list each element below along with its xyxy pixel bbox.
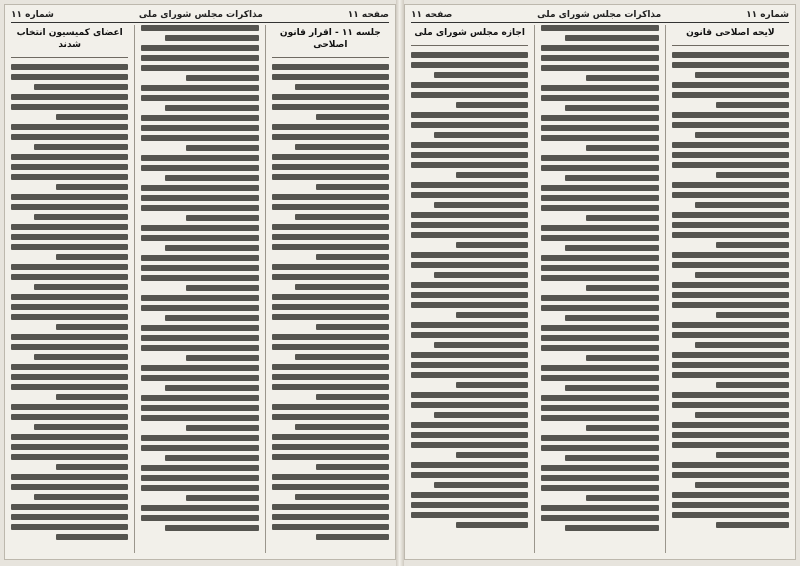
right-page-title: مذاکرات مجلس شورای ملی xyxy=(537,10,662,20)
left-col-3 xyxy=(11,25,128,553)
right-page-header xyxy=(411,8,789,22)
left-col-1 xyxy=(272,25,389,553)
left-header-rule xyxy=(11,22,389,23)
left-page-number: صفحه ۱۱ xyxy=(347,10,389,20)
left-page-header xyxy=(11,8,389,22)
right-col-2 xyxy=(541,25,658,553)
right-headline-2: اجازه مجلس شورای ملی xyxy=(414,28,526,38)
right-page-number: صفحه ۱۱ xyxy=(411,10,453,20)
right-columns xyxy=(411,25,789,553)
right-rule-2 xyxy=(411,45,528,46)
left-headline-1: جلسه ۱۱ - اقرار قانون اصلاحی xyxy=(279,28,381,50)
left-rule-2 xyxy=(11,57,128,58)
right-col-3 xyxy=(411,25,528,553)
right-page-issue: شماره ۱۱ xyxy=(746,10,789,20)
right-header-rule xyxy=(411,22,789,23)
left-page xyxy=(4,4,396,560)
page-gutter xyxy=(396,0,404,566)
left-columns xyxy=(11,25,389,553)
left-page-issue: شماره ۱۱ xyxy=(11,10,54,20)
right-headline-1: لایحه اصلاحی قانون xyxy=(686,28,775,38)
left-col-2 xyxy=(141,25,258,553)
right-col-1 xyxy=(672,25,789,553)
right-page xyxy=(404,4,796,560)
right-rule-1 xyxy=(672,45,789,46)
left-rule-1 xyxy=(272,57,389,58)
left-headline-2: اعضای کمیسیون انتخاب شدند xyxy=(16,28,123,50)
left-page-title: مذاکرات مجلس شورای ملی xyxy=(138,10,263,20)
